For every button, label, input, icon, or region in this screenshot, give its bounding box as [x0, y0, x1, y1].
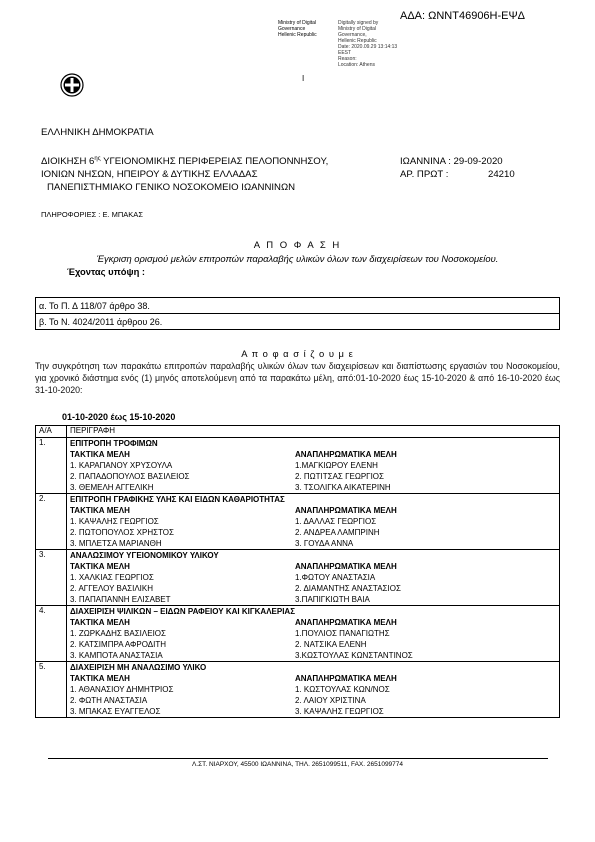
- member-line: [70, 639, 556, 650]
- signature-line: Ministry of Digital: [338, 26, 377, 32]
- member-line: [70, 482, 556, 493]
- alternate-members-label: ΑΝΑΠΛΗΡΩΜΑΤΙΚΑ ΜΕΛΗ: [295, 674, 397, 683]
- members-labels: [70, 449, 556, 460]
- alternate-member: 3.ΠΑΠΙΓΚΙΩΤΗ ΒΑΙΑ: [295, 595, 370, 604]
- members-labels: [70, 561, 556, 572]
- row-number: 1.: [36, 438, 67, 494]
- republic-heading: ΕΛΛΗΝΙΚΗ ΔΗΜΟΚΡΑΤΙΑ: [41, 127, 154, 138]
- alternate-member: 2. ΔΙΑΜΑΝΤΗΣ ΑΝΑΣΤΑΣΙΟΣ: [295, 584, 401, 593]
- member-line: [70, 628, 556, 639]
- committee-title: ΕΠΙΤΡΟΠΗ ΓΡΑΦΙΚΗΣ ΥΛΗΣ ΚΑΙ ΕΙΔΩΝ ΚΑΘΑΡΙΟΤΗΤΑΣ: [70, 495, 285, 504]
- member-line: [70, 650, 556, 661]
- regular-member: 3. ΠΑΠΑΠΑΝΝΗ ΕΛΙΣΑΒΕΤ: [70, 595, 171, 604]
- regular-members-label: ΤΑΚΤΙΚΑ ΜΕΛΗ: [70, 506, 130, 515]
- committee-title: ΔΙΑΧΕΙΡΙΣΗ ΜΗ ΑΝΑΛΩΣΙΜΟ ΥΛΙΚΟ: [70, 663, 207, 672]
- committee-title: ΔΙΑΧΕΙΡΙΣΗ ΨΙΛΙΚΩΝ – ΕΙΔΩΝ ΡΑΦΕΙΟΥ ΚΑΙ ΚΙΓΚΑΛΕΡΙΑΣ: [70, 607, 296, 616]
- alternate-member: 1.ΠΟΥΛΙΟΣ ΠΑΝΑΓΙΩΤΗΣ: [295, 629, 390, 638]
- table-header-row: [36, 426, 560, 438]
- committee-title: ΑΝΑΛΩΣΙΜΟΥ ΥΓΕΙΟΝΟΜΙΚΟΥ ΥΛΙΚΟΥ: [70, 551, 219, 560]
- signature-line: Reason:: [338, 56, 357, 62]
- alternate-member: 3. ΓΟΥΔΑ ΑΝΝΑ: [295, 539, 354, 548]
- signature-line: Location: Athens: [338, 62, 375, 68]
- page-mark: Ι: [302, 74, 305, 83]
- table-row: [36, 662, 560, 718]
- document-title: Α Π Ο Φ Α Σ Η: [253, 240, 342, 251]
- table-row: [36, 438, 560, 494]
- table-row: [36, 606, 560, 662]
- signature-line: Digitally signed by: [338, 20, 379, 26]
- alternate-member: 2. ΑΝΔΡΕΑ ΛΑΜΠΡΙΝΗ: [295, 528, 380, 537]
- alternate-members-label: ΑΝΑΠΛΗΡΩΜΑΤΙΚΑ ΜΕΛΗ: [295, 618, 397, 627]
- alternate-member: 2. ΠΩΤΙΤΣΑΣ ΓΕΩΡΓΙΟΣ: [295, 472, 384, 481]
- greek-emblem-icon: [60, 73, 84, 97]
- signature-line: Hellenic Republic: [278, 32, 317, 38]
- alternate-members-label: ΑΝΑΠΛΗΡΩΜΑΤΙΚΑ ΜΕΛΗ: [295, 450, 397, 459]
- authority-line-1: [41, 156, 328, 167]
- regular-member: 3. ΜΠΛΕΤΣΑ ΜΑΡΙΑΝΘΗ: [70, 539, 162, 548]
- period-label: 01-10-2020 έως 15-10-2020: [62, 412, 176, 422]
- footer-address: Λ.ΣΤ. ΝΙΑΡΧΟΥ, 45500 ΙΩΑΝΝΙΝΑ, ΤΗΛ. 2651099511, FAX. 2651099774: [191, 761, 404, 768]
- row-number: 3.: [36, 550, 67, 606]
- member-line: [70, 583, 556, 594]
- hospital-name: ΠΑΝΕΠΙΣΤΗΜΙΑΚΟ ΓΕΝΙΚΟ ΝΟΣΟΚΟΜΕΙΟ ΙΩΑΝΝΙΝΩΝ: [47, 182, 296, 193]
- alternate-members-label: ΑΝΑΠΛΗΡΩΜΑΤΙΚΑ ΜΕΛΗ: [295, 562, 397, 571]
- member-line: [70, 471, 556, 482]
- footer-divider: [48, 758, 548, 759]
- alternate-member: 2. ΝΑΤΣΙΚΑ ΕΛΕΝΗ: [295, 640, 367, 649]
- regular-member: 1. ΧΑΛΚΙΑΣ ΓΕΩΡΓΙΟΣ: [70, 573, 154, 582]
- decision-paragraph: Την συγκρότηση των παρακάτω επιτροπών παραλαβής υλικών όλων των διαχειρίσεων και διαπίστωσης εργασιών του Νοσοκομείου, για χρονικό διάστημα ενός (1) μηνός αποτελούμενη από τα παρακάτω μέλη, από:01-10-2020 έως 15-10-2020 & από 16-10-2020 έως 31-10-2020:: [35, 361, 560, 395]
- member-line: [70, 594, 556, 605]
- alternate-member: 3.ΚΩΣΤΟΥΛΑΣ ΚΩΝΣΤΑΝΤΙΝΟΣ: [295, 651, 413, 660]
- member-line: [70, 538, 556, 549]
- member-line: [70, 706, 556, 717]
- decision-heading: Α π ο φ α σ ί ζ ο υ μ ε: [241, 348, 354, 359]
- considering-label: Έχοντας υπόψη :: [67, 266, 146, 277]
- committees-table: [35, 425, 560, 718]
- alternate-member: 1.ΜΑΓΚΙΩΡΟΥ ΕΛΕΝΗ: [295, 461, 378, 470]
- regular-members-label: ΤΑΚΤΙΚΑ ΜΕΛΗ: [70, 674, 130, 683]
- member-line: [70, 527, 556, 538]
- protocol-label: ΑΡ. ΠΡΩΤ :: [400, 169, 449, 180]
- reference-row: [36, 298, 560, 314]
- committee-cell: [67, 662, 560, 718]
- regular-member: 2. ΠΑΠΑΔΟΠΟΥΛΟΣ ΒΑΣΙΛΕΙΟΣ: [70, 472, 190, 481]
- committee-cell: [67, 438, 560, 494]
- protocol-number: 24210: [488, 169, 515, 180]
- signature-issuer: [278, 20, 338, 38]
- regular-member: 2. ΦΩΤΗ ΑΝΑΣΤΑΣΙΑ: [70, 696, 148, 705]
- member-line: [70, 695, 556, 706]
- committee-cell: [67, 550, 560, 606]
- signature-line: EEST: [338, 50, 352, 56]
- signature-line: Date: 2020.09.29 13:14:13: [338, 44, 398, 50]
- regular-members-label: ΤΑΚΤΙΚΑ ΜΕΛΗ: [70, 450, 130, 459]
- reference-cell: α. Το Π. Δ 118/07 άρθρο 38.: [36, 298, 560, 314]
- city-date: ΙΩΑΝΝΙΝΑ : 29-09-2020: [400, 156, 503, 167]
- document-subject: Έγκριση ορισμού μελών επιτροπών παραλαβής υλικών όλων των διαχειρίσεων του Νοσοκομείου.: [96, 253, 499, 264]
- regular-member: 1. ΚΑΨΑΛΗΣ ΓΕΩΡΓΙΟΣ: [70, 517, 159, 526]
- member-line: [70, 684, 556, 695]
- authority-line-2: ΙΟΝΙΩΝ ΝΗΣΩΝ, ΗΠΕΙΡΟΥ & ΔΥΤΙΚΗΣ ΕΛΛΑΔΑΣ: [41, 169, 258, 180]
- member-line: [70, 516, 556, 527]
- regular-member: 2. ΠΩΤΟΠΟΥΛΟΣ ΧΡΗΣΤΟΣ: [70, 528, 174, 537]
- alternate-member: 1. ΔΑΛΛΑΣ ΓΕΩΡΓΙΟΣ: [295, 517, 377, 526]
- table-row: [36, 550, 560, 606]
- members-labels: [70, 505, 556, 516]
- regular-member: 2. ΚΑΤΣΙΜΠΡΑ ΑΦΡΟΔΙΤΗ: [70, 640, 166, 649]
- committee-cell: [67, 606, 560, 662]
- regular-member: 3. ΜΠΑΚΑΣ ΕΥΑΓΓΕΛΟΣ: [70, 707, 161, 716]
- committee-title: ΕΠΙΤΡΟΠΗ ΤΡΟΦΙΜΩΝ: [70, 439, 158, 448]
- member-line: [70, 460, 556, 471]
- col-desc-header: ΠΕΡΙΓΡΑΦΗ: [67, 426, 560, 438]
- references-table: [35, 297, 560, 330]
- alternate-member: 1.ΦΩΤΟΥ ΑΝΑΣΤΑΣΙΑ: [295, 573, 376, 582]
- regular-member: 2. ΑΓΓΕΛΟΥ ΒΑΣΙΛΙΚΗ: [70, 584, 154, 593]
- regular-member: 1. ΚΑΡΑΠΑΝΟΥ ΧΡΥΣΟΥΛΑ: [70, 461, 173, 470]
- table-row: [36, 494, 560, 550]
- reference-row: [36, 314, 560, 330]
- alternate-member: 2. ΛΑΙΟΥ ΧΡΙΣΤΙΝΑ: [295, 696, 366, 705]
- authority-line-1-text: ΔΙΟΙΚΗΣΗ $6^{\eta\varsigma}$ ΥΓΕΙΟΝΟΜΙΚΗΣ ΠΕΡΙΦΕΡΕΙΑΣ ΠΕΛΟΠΟΝΝΗΣΟΥ,: [41, 156, 329, 168]
- regular-member: 1. ΑΘΑΝΑΣΙΟΥ ΔΗΜΗΤΡΙΟΣ: [70, 685, 174, 694]
- col-aa-header: Α/Α: [36, 426, 67, 438]
- regular-member: 3. ΘΕΜΕΛΗ ΑΓΓΕΛΙΚΗ: [70, 483, 154, 492]
- alternate-member: 3. ΤΣΟΛΙΓΚΑ ΑΙΚΑΤΕΡΙΝΗ: [295, 483, 391, 492]
- signature-line: Hellenic Republic: [338, 38, 377, 44]
- alternate-member: 3. ΚΑΨΑΛΗΣ ΓΕΩΡΓΙΟΣ: [295, 707, 384, 716]
- member-line: [70, 572, 556, 583]
- signature-details: [338, 20, 408, 68]
- regular-member: 1. ΖΩΡΚΑΔΗΣ ΒΑΣΙΛΕΙΟΣ: [70, 629, 166, 638]
- regular-member: 3. ΚΑΜΠΟΤΑ ΑΝΑΣΤΑΣΙΑ: [70, 651, 163, 660]
- signature-line: Governance,: [338, 32, 367, 38]
- alternate-members-label: ΑΝΑΠΛΗΡΩΜΑΤΙΚΑ ΜΕΛΗ: [295, 506, 397, 515]
- info-contact: ΠΛΗΡΟΦΟΡΙΕΣ : Ε. ΜΠΑΚΑΣ: [41, 210, 143, 219]
- regular-members-label: ΤΑΚΤΙΚΑ ΜΕΛΗ: [70, 618, 130, 627]
- row-number: 2.: [36, 494, 67, 550]
- row-number: 4.: [36, 606, 67, 662]
- signature-line: Governance: [278, 26, 306, 32]
- ada-code: ΑΔΑ: ΩΝΝΤ46906Η-ΕΨΔ: [400, 10, 526, 22]
- reference-cell: β. Το Ν. 4024/2011 άρθρου 26.: [36, 314, 560, 330]
- members-labels: [70, 617, 556, 628]
- signature-line: Ministry of Digital: [278, 20, 317, 26]
- regular-members-label: ΤΑΚΤΙΚΑ ΜΕΛΗ: [70, 562, 130, 571]
- alternate-member: 1. ΚΩΣΤΟΥΛΑΣ ΚΩΝ/ΝΟΣ: [295, 685, 390, 694]
- committee-cell: [67, 494, 560, 550]
- members-labels: [70, 673, 556, 684]
- row-number: 5.: [36, 662, 67, 718]
